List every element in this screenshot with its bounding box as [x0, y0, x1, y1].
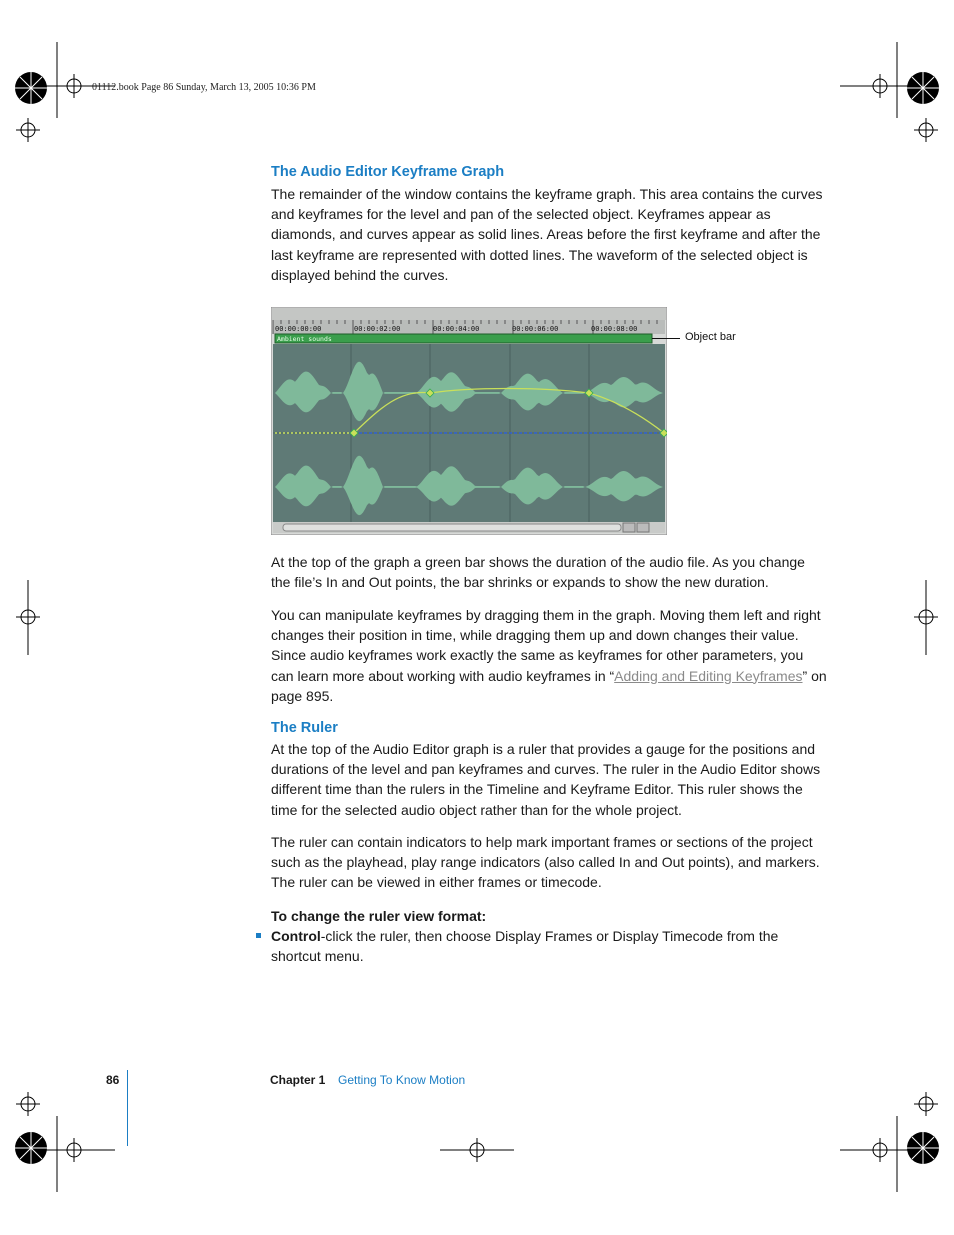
task-title: To change the ruler view format: [271, 908, 487, 924]
footer-chapter: Chapter 1 [270, 1073, 326, 1087]
ruler-time-label: 00:00:08:00 [591, 325, 638, 333]
ruler-paragraph-2: The ruler can contain indicators to help mark important frames or sections of the project such as the playhead, play range indicators (also called In and Out points), and markers. The ruler can be viewed in either frames or timecode. [271, 834, 820, 891]
adding-editing-keyframes-link[interactable]: Adding and Editing Keyframes [614, 667, 803, 684]
object-bar-label: Ambient sounds [277, 335, 332, 343]
page-reference-text: ” on page 895. [271, 667, 827, 704]
task-bullet-text: -click the ruler, then choose Display Frames or Display Timecode from the shortcut menu. [271, 928, 779, 965]
keyframe-drag-text: You can manipulate keyframes by dragging them in the graph. Moving them left and right changes their position in time, while dragging them up and down changes their value. Since audio keyframes work exactly the same as keyframes for other parameters, you can learn more about working with audio keyframes in “ [271, 607, 821, 684]
ruler-time-label: 00:00:06:00 [512, 325, 559, 333]
footer-rule [127, 1070, 128, 1146]
callout-line [652, 338, 680, 339]
ruler-time-label: 00:00:04:00 [433, 325, 480, 333]
keyframe-graph-paragraph: The remainder of the window contains the keyframe graph. This area contains the curves and keyframes for the level and pan of the selected object. Keyframes appear as diamonds, and curves appear as solid lines. Areas before the first keyframe and after the last keyframe are represented with dotted lines. The waveform of the selected object is displayed behind the curves. [271, 186, 823, 283]
control-key-text: Control [271, 928, 321, 944]
audio-editor-screenshot [271, 307, 667, 535]
bullet-square-icon [256, 933, 261, 938]
ruler-paragraph-1: At the top of the Audio Editor graph is a ruler that provides a gauge for the positions and durations of the level and pan keyframes and curves. The ruler in the Audio Editor shows different time than the rulers in the Timeline and Keyframe Editor. This ruler shows the time for the selected audio object rather than for the whole project. [271, 741, 821, 818]
footer-chapter-title: Getting To Know Motion [338, 1073, 466, 1087]
ruler-time-label: 00:00:00:00 [275, 325, 322, 333]
green-bar-paragraph: At the top of the graph a green bar shows the duration of the audio file. As you change the file’s In and Out points, the bar shrinks or expands to show the new duration. [271, 554, 805, 591]
object-bar-callout: Object bar [685, 331, 736, 343]
book-info-header: 01112.book Page 86 Sunday, March 13, 2005 10:36 PM [92, 82, 316, 93]
scroll-right-button [637, 523, 649, 532]
keyframe-drag-paragraph [271, 605, 827, 706]
ruler-time-label: 00:00:02:00 [354, 325, 401, 333]
page-number: 86 [106, 1073, 120, 1087]
horizontal-scrollbar [283, 524, 621, 531]
scroll-left-button [623, 523, 635, 532]
section-heading-ruler: The Ruler [271, 720, 338, 736]
section-heading-keyframe-graph: The Audio Editor Keyframe Graph [271, 164, 505, 180]
task-bullet [271, 926, 827, 966]
